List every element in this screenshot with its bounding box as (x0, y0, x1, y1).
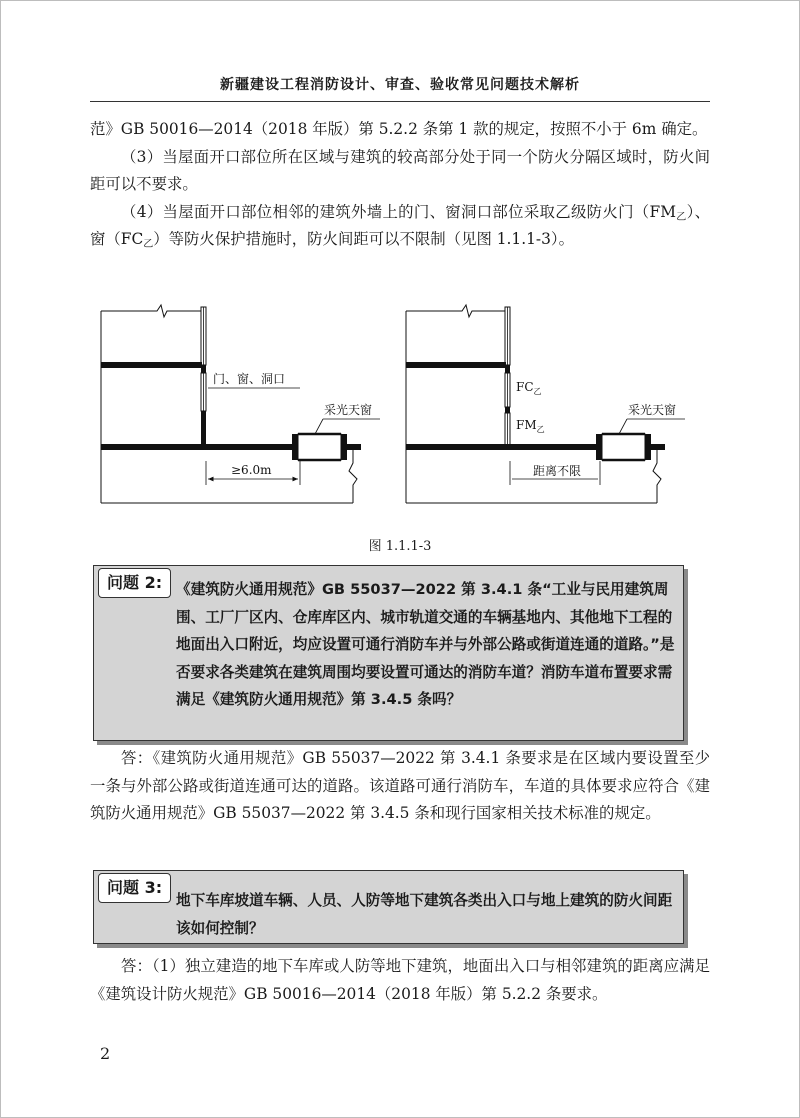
right-fm-text: FM (516, 418, 537, 432)
right-fc-label (516, 380, 542, 396)
answer-2-text: 答：《建筑防火通用规范》GB 55037—2022 第 3.4.1 条要求是在区域内要设置至少一条与外部公路或街道连通可达的道路。该道路可通行消防车，车道的具体要求应符合《建筑防火通用规范》GB 55037—2022 第 3.4.5 条和现行国家相关技术标准的规定。 (90, 749, 710, 822)
intro-text (90, 116, 710, 254)
right-fm-subscript: 乙 (536, 425, 545, 434)
right-skylight-label: 采光天窗 (628, 403, 677, 417)
right-distance-label: 距离不限 (533, 464, 582, 478)
question-3-tag: 问题 3: (98, 873, 171, 903)
question-3-text: 地下车库坡道车辆、人员、人防等地下建筑各类出入口与地上建筑的防火间距该如何控制？ (176, 892, 673, 937)
left-skylight-label: 采光天窗 (324, 403, 373, 417)
paragraph-2: （3）当屋面开口部位所在区域与建筑的较高部分处于同一个防火分隔区域时，防火间距可以不要求。 (90, 147, 710, 193)
subscript-yi: 乙 (143, 239, 154, 250)
right-fc-subscript: 乙 (533, 387, 542, 396)
left-opening-label: 门、窗、洞口 (213, 372, 286, 386)
paragraph-3 (90, 199, 710, 254)
right-fc-text: FC (516, 380, 534, 394)
right-fm-label (516, 418, 545, 434)
question-2-text: 《建筑防火通用规范》GB 55037—2022 第 3.4.1 条“工业与民用建筑周围、工厂厂区内、仓库库区内、城市轨道交通的车辆基地内、其他地下工程的地面出入口附近，均应设置可通行消防车并与外部公路或街道连通的道路。”是否要求各类建筑在建筑周围均要设置可通达的消防车道？消防车道布置要求需满足《建筑防火通用规范》第 3.4.5 条吗？ (176, 581, 675, 708)
header-rule (90, 101, 710, 102)
running-header: 新疆建设工程消防设计、审查、验收常见问题技术解析 (220, 77, 580, 93)
figure-caption: 图 1.1.1-3 (368, 539, 432, 554)
answer-2 (90, 745, 710, 828)
answer-3 (90, 953, 710, 1008)
question-2-tag: 问题 2: (98, 568, 171, 598)
paragraph-1: 范》GB 50016—2014（2018 年版）第 5.2.2 条第 1 款的规定，按照不小于 6m 确定。 (90, 120, 708, 138)
paragraph-3-part-a: （4）当屋面开口部位相邻的建筑外墙上的门、窗洞口部位采取乙级防火门（FM (121, 202, 676, 221)
fire-separation-diagram (95, 293, 705, 521)
subscript-yi: 乙 (675, 211, 687, 223)
question-2-box (93, 565, 684, 741)
paragraph-3-part-b: ）、窗（FC (90, 202, 710, 248)
paragraph-3-part-c: ）等防火保护措施时，防火间距可以不限制（见图 1.1.1-3）。 (153, 230, 574, 248)
page-number: 2 (100, 1044, 111, 1063)
question-3-box (93, 870, 684, 944)
answer-3-text: 答：（1）独立建造的地下车库或人防等地下建筑，地面出入口与相邻建筑的距离应满足《建筑设计防火规范》GB 50016—2014（2018 年版）第 5.2.2 条要求。 (90, 957, 710, 1003)
left-distance-label: ≥6.0m (231, 463, 272, 477)
